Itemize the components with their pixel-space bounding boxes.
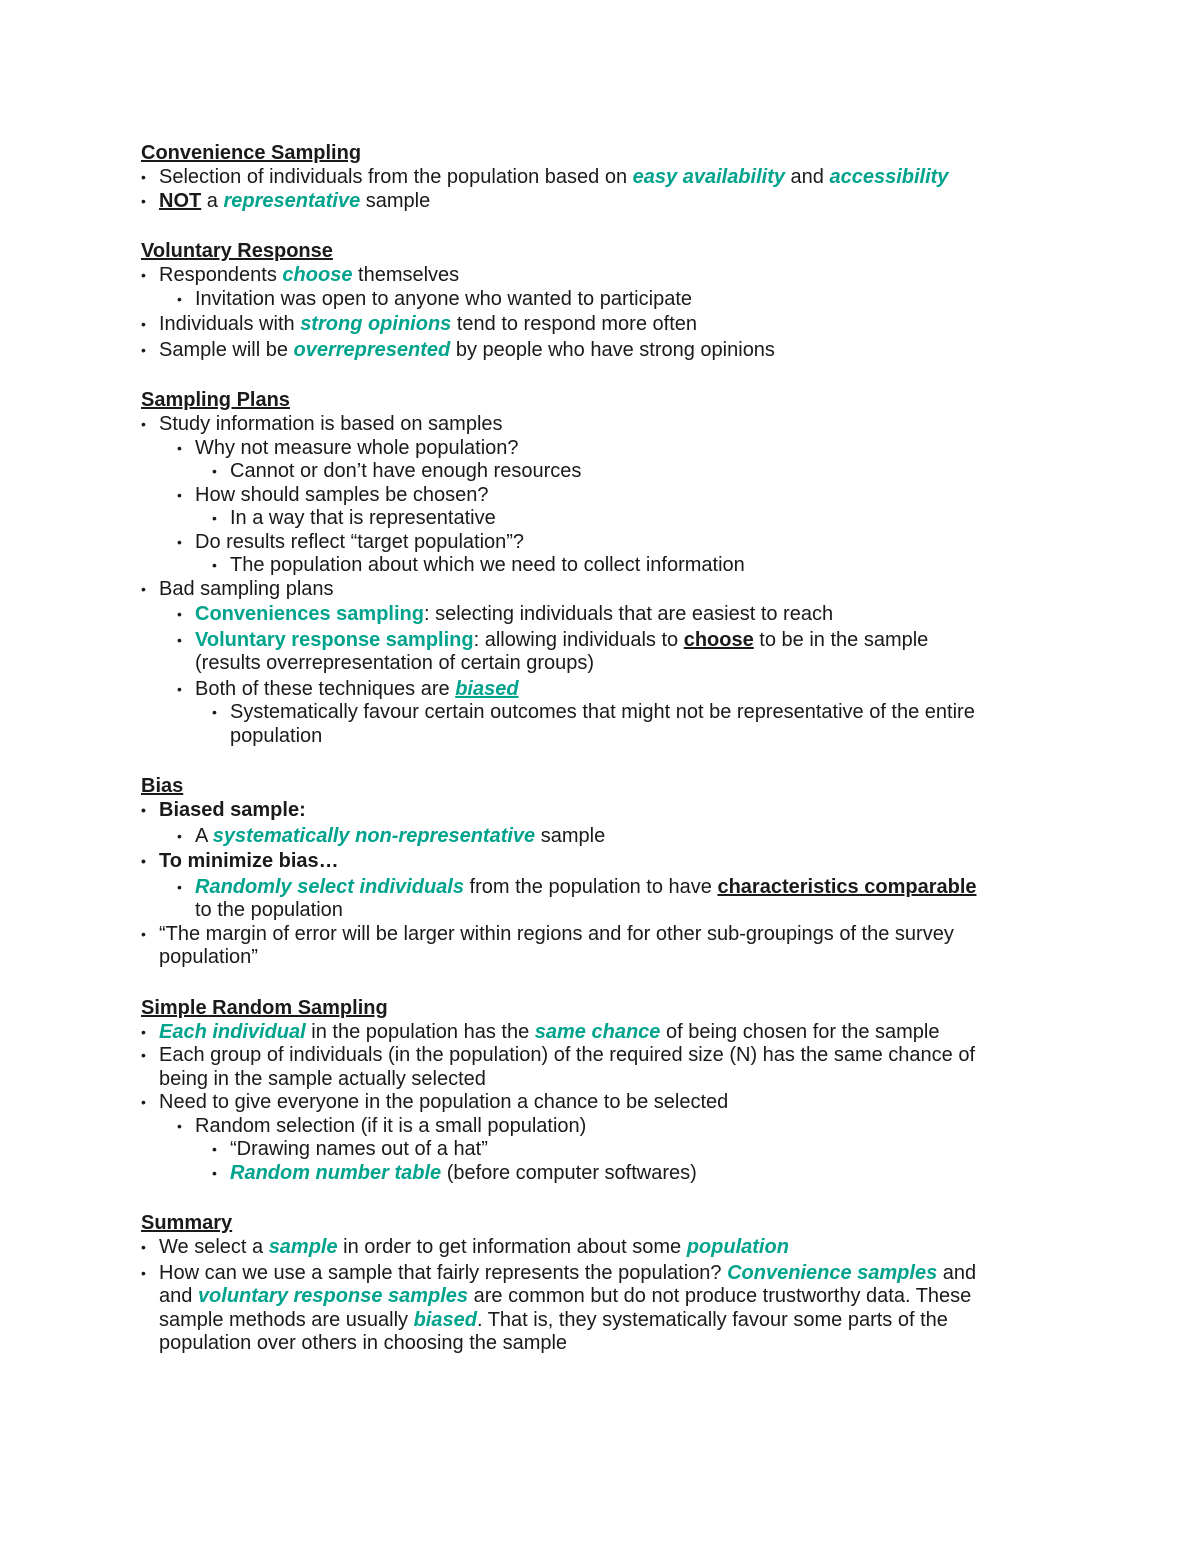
bullet-item: • Need to give everyone in the population a chance to be selected: [141, 1091, 1061, 1115]
highlight-term: Each individual: [159, 1020, 306, 1043]
bullet-item: [141, 190, 1061, 214]
text: in order to get information about some: [337, 1236, 687, 1258]
text: : selecting individuals that are easiest to reach: [423, 603, 834, 625]
text: sample methods are usually: [159, 1308, 414, 1331]
text: “The margin of error will be larger within regions and for other sub-groupings of the survey: [159, 922, 954, 945]
highlight-term: Randomly select individuals: [195, 875, 464, 898]
highlight-term: overrepresented: [293, 338, 451, 361]
sub-bullet-item: [141, 678, 1061, 702]
bullet-item: • To minimize bias…: [141, 850, 1061, 874]
highlight-term: population: [686, 1236, 789, 1258]
underlined-term: NOT: [159, 189, 202, 212]
sub-bullet-item: [141, 825, 1061, 849]
section-heading: Simple Random Sampling: [141, 996, 388, 1019]
section-voluntary-response: [141, 239, 1061, 362]
bullet-item: [141, 1262, 1061, 1356]
text: population”: [159, 946, 258, 968]
highlight-term: voluntary response samples: [197, 1285, 469, 1307]
sub-bullet-item: • How should samples be chosen?: [141, 484, 1061, 508]
text: Individuals with: [159, 313, 301, 335]
section-bias: [141, 774, 1061, 970]
highlight-term: biased: [413, 1308, 477, 1331]
text: Both of these techniques are: [195, 677, 456, 700]
bullet-item: • Bad sampling plans: [141, 578, 1061, 602]
highlight-term: Voluntary response sampling: [195, 628, 474, 651]
text: Each group of individuals (in the population) of the required size (N) has the same chance of: [159, 1044, 976, 1066]
highlight-term: Random number table: [230, 1161, 442, 1184]
bullet-item: [141, 264, 1061, 288]
sub-bullet-item: • Invitation was open to anyone who wanted to participate: [141, 288, 1061, 312]
text: and: [937, 1261, 977, 1284]
bullet-item: [141, 339, 1061, 363]
text: Sample will be: [159, 338, 294, 361]
sub-sub-bullet-item: [141, 1162, 1061, 1186]
text: and: [159, 1285, 198, 1307]
text: are common but do not produce trustworthy data. These: [468, 1285, 972, 1307]
highlight-term: sample: [268, 1236, 338, 1258]
text: (results overrepresentation of certain groups): [195, 652, 595, 674]
text: Respondents: [159, 264, 283, 286]
highlight-term: representative: [223, 189, 361, 212]
text: population: [230, 724, 323, 747]
text: (before computer softwares): [441, 1161, 697, 1184]
section-heading: Sampling Plans: [141, 389, 290, 411]
text: sample: [360, 189, 431, 212]
highlight-term: accessibility: [829, 166, 949, 188]
text: Systematically favour certain outcomes that might not be representative of the entire: [230, 701, 975, 723]
text: themselves: [352, 264, 460, 286]
bullet-item: [141, 313, 1061, 337]
section-simple-random-sampling: [141, 996, 1061, 1186]
text: Selection of individuals from the population based on: [159, 166, 633, 188]
text: to be in the sample: [753, 628, 929, 651]
text: being in the sample actually selected: [159, 1067, 486, 1090]
underlined-term: characteristics comparable: [717, 875, 977, 898]
text: : allowing individuals to: [473, 628, 684, 651]
section-summary: [141, 1211, 1061, 1356]
underlined-term: choose: [683, 628, 754, 651]
text: of being chosen for the sample: [660, 1020, 940, 1043]
bullet-item: • Biased sample:: [141, 799, 1061, 823]
section-convenience-sampling: [141, 141, 1061, 213]
text: A: [195, 824, 213, 847]
section-heading: Summary: [141, 1212, 233, 1234]
document-page: [141, 141, 1061, 1382]
highlight-term: easy availability: [632, 166, 785, 188]
text: . That is, they systematically favour some parts of the: [476, 1308, 948, 1331]
highlight-term: same chance: [534, 1020, 661, 1043]
sub-bullet-item: [141, 876, 1061, 923]
sub-sub-bullet-item: [141, 701, 1061, 748]
bullet-item: [141, 1021, 1061, 1045]
text: a: [201, 189, 224, 212]
sub-sub-bullet-item: • “Drawing names out of a hat”: [141, 1138, 1061, 1162]
highlight-term: choose: [282, 264, 353, 286]
highlight-term: systematically non-representative: [212, 824, 536, 847]
sub-sub-bullet-item: • Cannot or don’t have enough resources: [141, 460, 1061, 484]
text: population over others in choosing the sample: [159, 1332, 568, 1354]
section-heading: Convenience Sampling: [141, 142, 362, 164]
sub-bullet-item: • Do results reflect “target population”?: [141, 531, 1061, 555]
sub-bullet-item: [141, 603, 1061, 627]
bullet-item: [141, 1044, 1061, 1091]
section-heading: Bias: [141, 775, 184, 797]
text: to the population: [195, 899, 343, 921]
bullet-item: [141, 923, 1061, 970]
highlight-term: Convenience samples: [727, 1261, 938, 1284]
sub-bullet-item: [141, 629, 1061, 676]
bullet-item: [141, 1236, 1061, 1260]
text: tend to respond more often: [451, 313, 697, 335]
text: sample: [535, 824, 606, 847]
text: from the population to have: [463, 875, 718, 898]
sub-bullet-item: • Why not measure whole population?: [141, 437, 1061, 461]
text: by people who have strong opinions: [450, 338, 775, 361]
text: in the population has the: [305, 1020, 535, 1043]
highlight-term: Conveniences sampling: [195, 603, 424, 625]
section-sampling-plans: [141, 388, 1061, 748]
bullet-item: • Study information is based on samples: [141, 413, 1061, 437]
sub-sub-bullet-item: • In a way that is representative: [141, 507, 1061, 531]
highlight-term: biased: [455, 677, 519, 700]
highlight-term: strong opinions: [300, 313, 452, 335]
text: and: [784, 166, 830, 188]
text: We select a: [159, 1236, 269, 1258]
text: How can we use a sample that fairly represents the population?: [159, 1261, 728, 1284]
section-heading: Voluntary Response: [141, 240, 333, 262]
sub-sub-bullet-item: • The population about which we need to collect information: [141, 554, 1061, 578]
bullet-item: [141, 166, 1061, 190]
sub-bullet-item: • Random selection (if it is a small population): [141, 1115, 1061, 1139]
